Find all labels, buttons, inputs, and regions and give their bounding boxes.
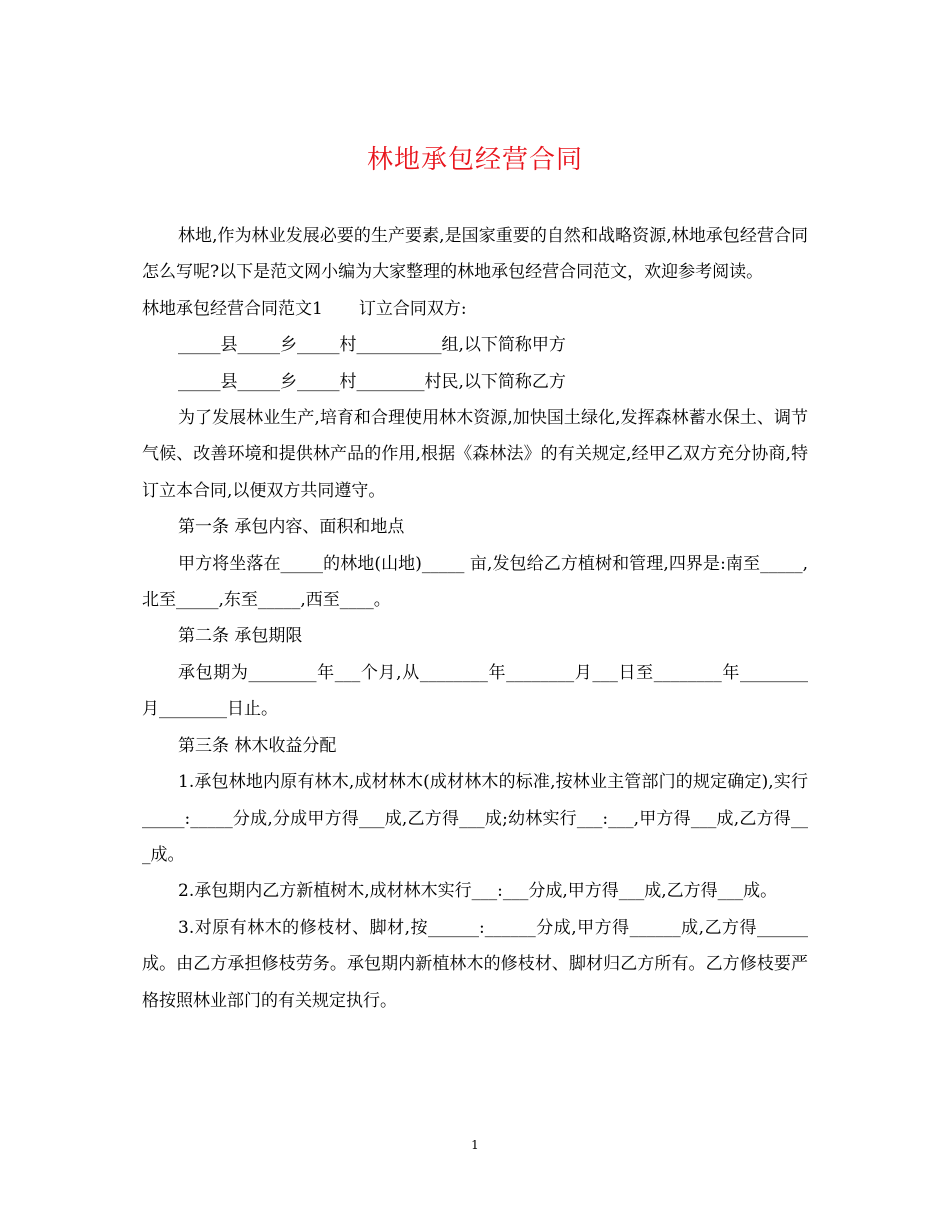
article-3-item-2: 2.承包期内乙方新植树木,成材林木实行___:___分成,甲方得___成,乙方得___成。 [178, 881, 778, 902]
intro-paragraph: 林地,作为林业发展必要的生产要素,是国家重要的自然和战略资源,林地承包经营合同怎么写呢?以下是范文网小编为大家整理的林地承包经营合同范文，欢迎参考阅读。 [142, 226, 808, 283]
sample-heading-line [142, 291, 808, 327]
sample-heading: 林地承包经营合同范文1 [142, 298, 323, 319]
party-b-line: _____县_____乡_____村________村民,以下简称乙方 [178, 371, 566, 392]
document-body [142, 218, 808, 1019]
article-3-title: 第三条 林木收益分配 [178, 735, 337, 756]
party-a-line: _____县_____乡_____村__________组,以下简称甲方 [178, 335, 566, 356]
article-2-title: 第二条 承包期限 [178, 626, 303, 647]
article-2-body: 承包期为________年___个月,从________年________月___日至________年________月________日止。 [142, 662, 808, 720]
document-title: 林地承包经营合同 [366, 145, 583, 175]
parties-heading: 订立合同双方: [358, 298, 467, 319]
article-3-item-1: 1.承包林地内原有林木,成材林木(成材林木的标准,按林业主管部门的规定确定),实行_____:_____分成,分成甲方得___成,乙方得___成;幼林实行___:___,甲方得___成,乙方得___成。 [142, 772, 808, 865]
purpose-paragraph: 为了发展林业生产,培育和合理使用林木资源,加快国土绿化,发挥森林蓄水保土、调节气候、改善环境和提供林产品的作用,根据《森林法》的有关规定,经甲乙双方充分协商,特订立本合同,以便双方共同遵守。 [142, 408, 808, 501]
page-number: 1 [471, 1138, 479, 1152]
article-1-body: 甲方将坐落在_____的林地(山地)_____ 亩,发包给乙方植树和管理,四界是:南至_____,北至_____,东至_____,西至____。 [142, 553, 808, 611]
article-1-title: 第一条 承包内容、面积和地点 [178, 517, 405, 538]
article-3-item-3: 3.对原有林木的修枝材、脚材,按______:______分成,甲方得______成,乙方得______成。由乙方承担修枝劳务。承包期内新植林木的修枝材、脚材归乙方所有。乙方修枝要严格按照林业部门的有关规定执行。 [142, 917, 808, 1011]
